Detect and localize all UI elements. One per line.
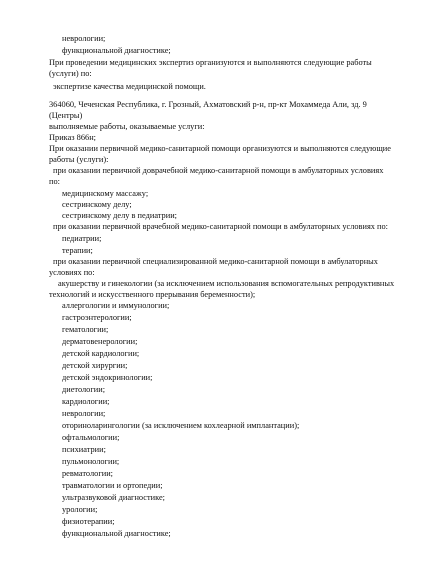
vrach-item-pediatrics: педиатрии;	[62, 234, 102, 243]
obstetrics-line-1: акушерству и гинекологии (за исключением использования вспомогательных репродуктивных	[58, 279, 395, 288]
primary-intro-line-1: При оказании первичной медико-санитарной помощи организуются и выполняются следующие	[49, 144, 391, 153]
top-item-functional-diagnostics: функциональной диагностике;	[62, 46, 171, 55]
special-item-rheumatology: ревматологии;	[62, 469, 113, 478]
primary-intro-line-2: работы (услуги):	[49, 155, 109, 164]
special-item-dietology: диетологии;	[62, 385, 106, 394]
special-item-pediatric-endocrinology: детской эндокринологии;	[62, 373, 153, 382]
expertise-intro-line-2: (услуги) по:	[49, 69, 92, 78]
prevrach-line-2: по:	[49, 177, 60, 186]
special-item-ultrasound-diagnostics: ультразвуковой диагностике;	[62, 493, 165, 502]
vrach-line: при оказании первичной врачебной медико-санитарной помощи в амбулаторных условиях по:	[53, 222, 389, 231]
expertise-intro-line-1: При проведении медицинских экспертиз организуются и выполняются следующие работы	[49, 58, 372, 67]
obstetrics-line-2: технологий и искусственного прерывания беременности);	[49, 290, 256, 299]
address-line-2: (Центры)	[49, 111, 83, 120]
special-item-traumatology-orthopedics: травматологии и ортопедии;	[62, 481, 163, 490]
works-label: выполняемые работы, оказываемые услуги:	[49, 122, 205, 131]
special-item-dermatovenerology: дерматовенерологии;	[62, 337, 138, 346]
special-item-allergology: аллергологии и иммунологии;	[62, 301, 170, 310]
top-item-neurology: неврологии;	[62, 34, 106, 43]
special-item-hematology: гематологии;	[62, 325, 109, 334]
special-item-neurology: неврологии;	[62, 409, 106, 418]
special-item-pediatric-surgery: детской хирургии;	[62, 361, 128, 370]
address-line-1: 364060, Чеченская Республика, г. Грозный, Ахматовский р-н, пр-кт Мохаммеда Али, зд. 9	[49, 100, 367, 109]
order-label: Приказ 866н;	[49, 133, 96, 142]
vrach-item-therapy: терапии;	[62, 246, 93, 255]
special-item-psychiatry: психиатрии;	[62, 445, 106, 454]
expertise-item: экспертизе качества медицинской помощи.	[53, 82, 206, 91]
special-item-functional-diagnostics: функциональной диагностике;	[62, 529, 171, 538]
special-item-physiotherapy: физиотерапии;	[62, 517, 115, 526]
prevrach-item-nursing-pediatrics: сестринскому делу в педиатрии;	[62, 211, 177, 220]
prevrach-line-1: при оказании первичной доврачебной медико-санитарной помощи в амбулаторных условиях	[53, 166, 384, 175]
special-item-gastroenterology: гастроэнтерологии;	[62, 313, 132, 322]
special-item-pediatric-cardiology: детской кардиологии;	[62, 349, 140, 358]
special-line-1: при оказании первичной специализированной медико-санитарной помощи в амбулаторных	[53, 257, 378, 266]
prevrach-item-nursing: сестринскому делу;	[62, 200, 132, 209]
prevrach-item-massage: медицинскому массажу;	[62, 189, 149, 198]
special-item-cardiology: кардиологии;	[62, 397, 110, 406]
special-item-ophthalmology: офтальмологии;	[62, 433, 120, 442]
special-item-urology: урологии;	[62, 505, 98, 514]
special-line-2: условиях по:	[49, 268, 95, 277]
special-item-otorhinolaryngology: оториноларингологии (за исключением кохлеарной имплантации);	[62, 421, 300, 430]
special-item-pulmonology: пульмонологии;	[62, 457, 120, 466]
